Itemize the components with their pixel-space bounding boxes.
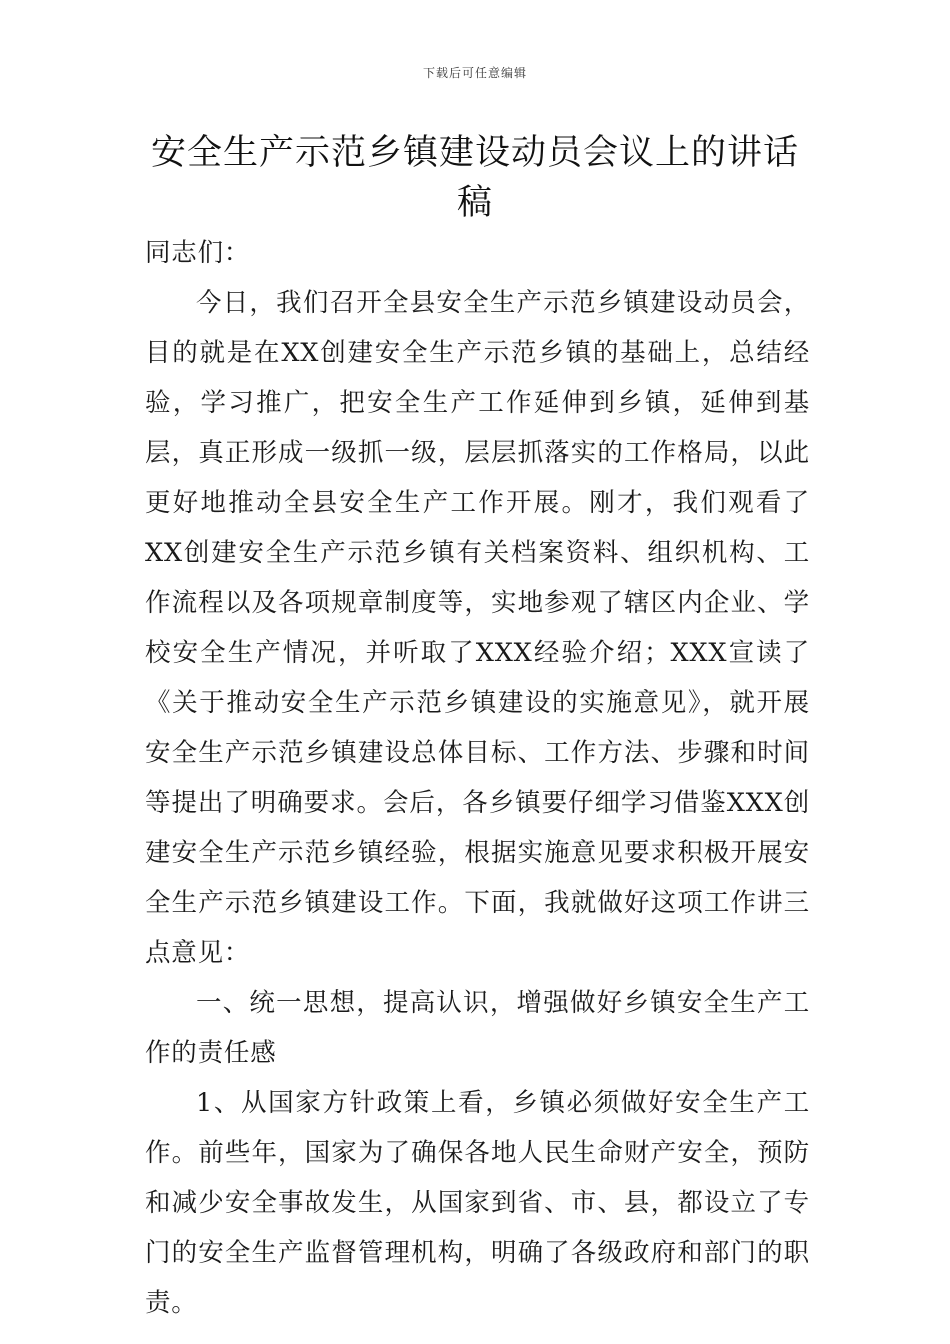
header-note: 下载后可任意编辑 bbox=[422, 66, 527, 80]
paragraph-intro: 今日，我们召开全县安全生产示范乡镇建设动员会，目的就是在XX创建安全生产示范乡镇的基础上，总结经验，学习推广，把安全生产工作延伸到乡镇，延伸到基层，真正形成一级抓一级，层层抓落实的工作格局，以此更好地推动全县安全生产工作开展。刚才，我们观看了XX创建安全生产示范乡镇有关档案资料、组织机构、工作流程以及各项规章制度等，实地参观了辖区内企业、学校安全生产情况，并听取了XXX经验介绍；XXX宣读了《关于推动安全生产示范乡镇建设的实施意见》，就开展安全生产示范乡镇建设总体目标、工作方法、步骤和时间等提出了明确要求。会后，各乡镇要仔细学习借鉴XXX创建安全生产示范乡镇经验，根据实施意见要求积极开展安全生产示范乡镇建设工作。下面，我就做好这项工作讲三点意见： bbox=[145, 288, 810, 968]
document-title: 安全生产示范乡镇建设动员会议上的讲话稿 bbox=[150, 133, 799, 223]
salutation: 同志们： bbox=[145, 238, 251, 268]
paragraph-point-1: 1、从国家方针政策上看，乡镇必须做好安全生产工作。前些年，国家为了确保各地人民生命财产安全，预防和减少安全事故发生，从国家到省、市、县，都设立了专门的安全生产监督管理机构，明确了各级政府和部门的职责。 bbox=[145, 1088, 810, 1318]
section-heading-1: 一、统一思想，提高认识，增强做好乡镇安全生产工作的责任感 bbox=[145, 988, 810, 1068]
document-body bbox=[145, 228, 810, 1328]
